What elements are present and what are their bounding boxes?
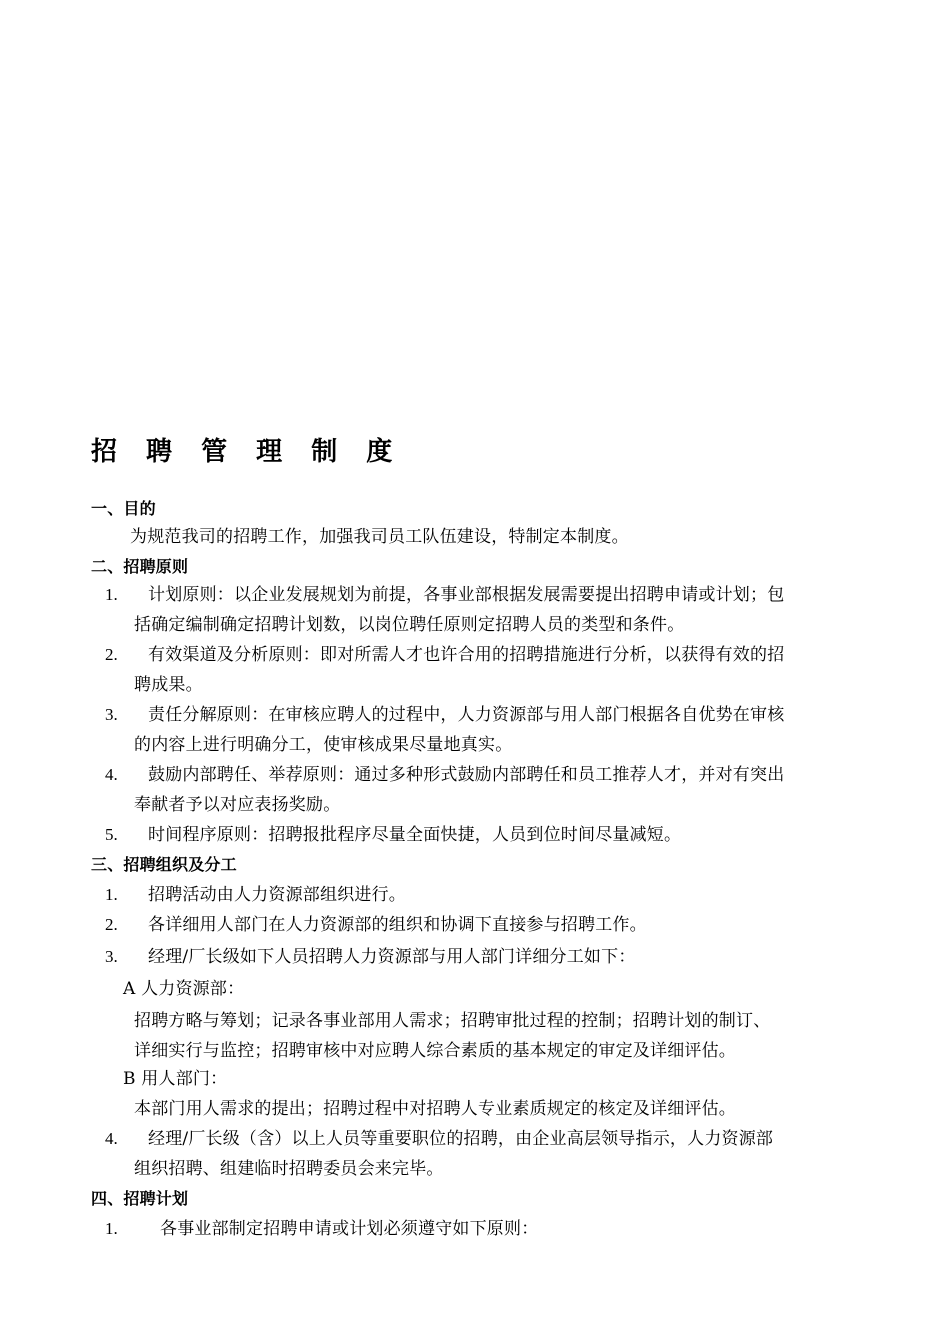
list-item-text: 鼓励内部聘任、举荐原则：通过多种形式鼓励内部聘任和员工推荐人才，并对有突出 <box>148 765 785 785</box>
section-heading-purpose: 一、目的 <box>91 499 156 518</box>
list-item-text-cont: 的内容上进行明确分工，使审核成果尽量地真实。 <box>134 735 513 755</box>
purpose-text: 为规范我司的招聘工作，加强我司员工队伍建设，特制定本制度。 <box>130 527 629 547</box>
list-number: 5. <box>105 825 118 844</box>
list-item-text: 经理/厂长级如下人员招聘人力资源部与用人部门详细分工如下： <box>148 947 636 967</box>
list-number: 1. <box>105 585 118 604</box>
section-heading-organization: 三、招聘组织及分工 <box>91 855 237 874</box>
list-item-text-cont: 奉献者予以对应表扬奖励。 <box>134 795 341 815</box>
hr-duties-text: 招聘方略与筹划；记录各事业部用人需求；招聘审批过程的控制；招聘计划的制订、 <box>134 1011 771 1031</box>
subsection-label-hr: A 人力资源部： <box>123 979 245 999</box>
hr-duties-text-cont: 详细实行与监控；招聘审核中对应聘人综合素质的基本规定的审定及详细评估。 <box>134 1041 736 1061</box>
document-title: 招 聘 管 理 制 度 <box>91 437 403 467</box>
subsection-label-dept: B 用人部门： <box>123 1069 228 1089</box>
list-item-text: 有效渠道及分析原则：即对所需人才也许合用的招聘措施进行分析，以获得有效的招 <box>148 645 785 665</box>
list-item-text-cont: 括确定编制确定招聘计划数，以岗位聘任原则定招聘人员的类型和条件。 <box>134 615 685 635</box>
list-item-text: 招聘活动由人力资源部组织进行。 <box>148 885 406 905</box>
list-number: 1. <box>105 1219 118 1238</box>
list-number: 2. <box>105 915 118 934</box>
list-item-text: 责任分解原则：在审核应聘人的过程中，人力资源部与用人部门根据各自优势在审核 <box>148 705 785 725</box>
list-number: 2. <box>105 645 118 664</box>
list-item-text-cont: 组织招聘、组建临时招聘委员会来完毕。 <box>134 1159 444 1179</box>
list-item-text: 各详细用人部门在人力资源部的组织和协调下直接参与招聘工作。 <box>148 915 647 935</box>
list-item-text: 各事业部制定招聘申请或计划必须遵守如下原则： <box>160 1219 539 1239</box>
section-heading-principles: 二、招聘原则 <box>91 557 189 576</box>
list-item-text-cont: 聘成果。 <box>134 675 203 695</box>
section-heading-plan: 四、招聘计划 <box>91 1189 189 1208</box>
dept-duties-text: 本部门用人需求的提出；招聘过程中对招聘人专业素质规定的核定及详细评估。 <box>134 1099 736 1119</box>
list-number: 3. <box>105 705 118 724</box>
list-item-text: 时间程序原则：招聘报批程序尽量全面快捷，人员到位时间尽量减短。 <box>148 825 682 845</box>
list-number: 3. <box>105 947 118 966</box>
list-number: 1. <box>105 885 118 904</box>
list-number: 4. <box>105 1129 118 1148</box>
list-item-text: 经理/厂长级（含）以上人员等重要职位的招聘，由企业高层领导指示，人力资源部 <box>148 1129 774 1149</box>
list-item-text: 计划原则：以企业发展规划为前提，各事业部根据发展需要提出招聘申请或计划；包 <box>148 585 785 605</box>
list-number: 4. <box>105 765 118 784</box>
